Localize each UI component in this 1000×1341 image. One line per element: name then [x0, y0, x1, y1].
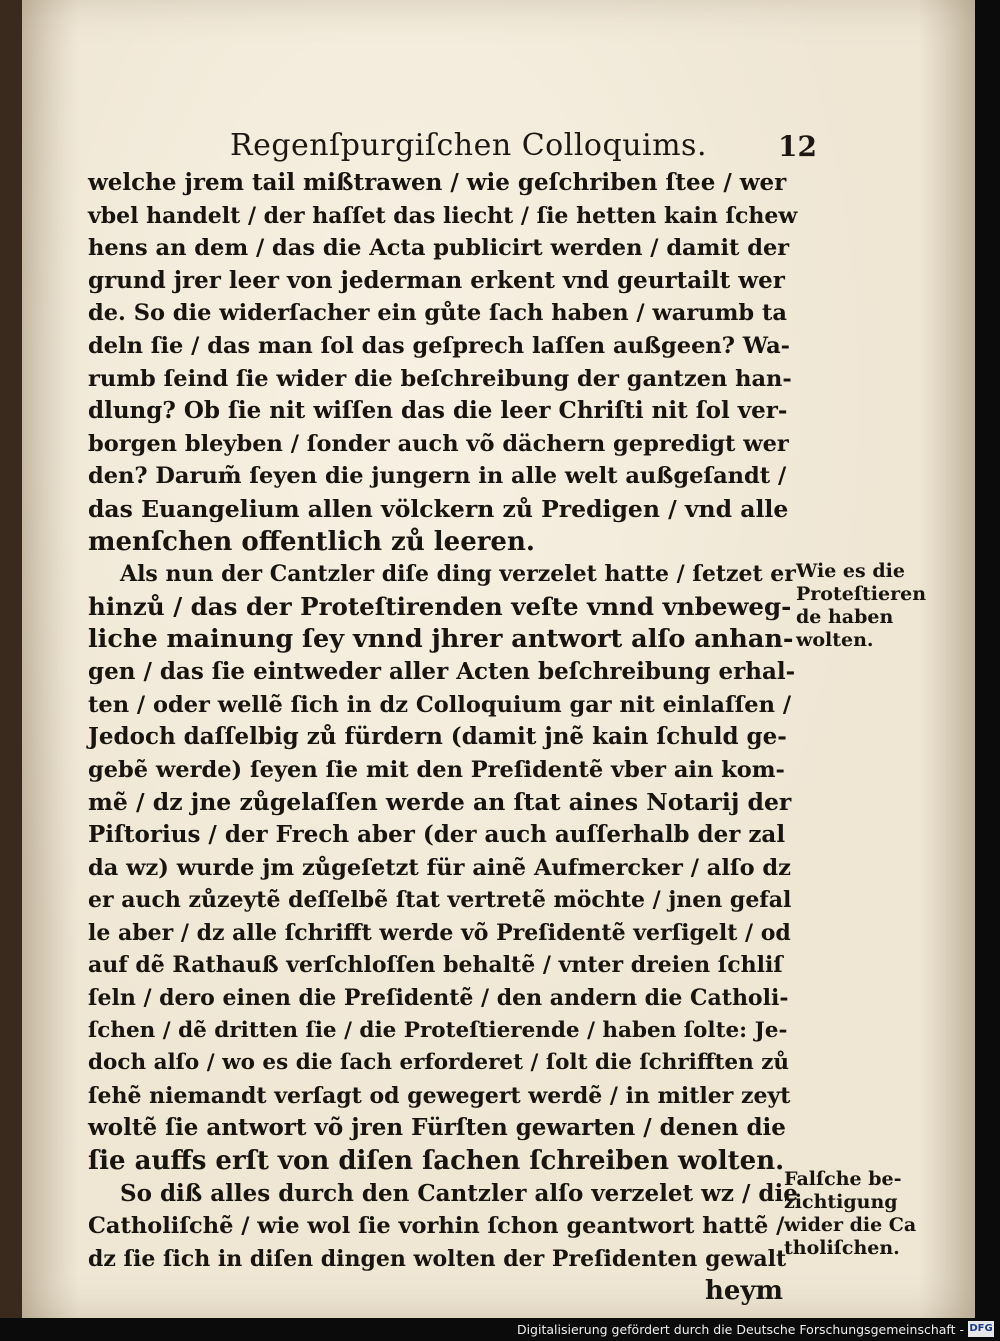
text-line: Jedoch daſſelbig zů fürdern (damit jnẽ kain ſchuld ge-	[88, 723, 787, 751]
text-line: ſchen / dẽ dritten ſie / die Proteſtierende / haben ſolte: Je-	[88, 1017, 788, 1043]
text-line: woltẽ ſie antwort võ jren Fürſten gewarten / denen die	[88, 1114, 786, 1142]
margin-note-line: Wie es die	[796, 560, 905, 582]
margin-note-line: de haben	[796, 606, 894, 628]
text-line: ten / oder wellẽ ſich in dz Colloquium gar nit einlaſſen /	[88, 691, 792, 718]
text-line: ſie auffs erſt von diſen ſachen ſchreiben wolten.	[88, 1146, 785, 1176]
digitization-footer	[0, 1318, 1000, 1341]
margin-note-line: wolten.	[796, 629, 874, 651]
text-line: rumb ſeind ſie wider die beſchreibung der gantzen han-	[88, 365, 792, 392]
text-line: heym	[705, 1276, 784, 1307]
text-line: borgen bleyben / ſonder auch võ dächern gepredigt wer	[88, 430, 789, 457]
text-line: auf dẽ Rathauß verſchloſſen behaltẽ / vnter dreien ſchliſ	[88, 952, 783, 979]
text-line: liche mainung ſey vnnd jhrer antwort alſo anhan-	[88, 624, 794, 655]
text-line: doch alſo / wo es die ſach erforderet / ſolt die ſchrifften zů	[88, 1050, 790, 1076]
text-line: hens an dem / das die Acta publicirt werden / damit der	[88, 235, 790, 262]
text-line: ſeln / dero einen die Preſidentẽ / den andern die Catholi-	[88, 985, 789, 1011]
text-line: Catholiſchẽ / wie wol ſie vorhin ſchon geantwort hattẽ /	[88, 1213, 785, 1240]
text-line: vbel handelt / der haſſet das liecht / ſie hetten kain ſchew	[88, 202, 798, 229]
text-line: deln ſie / das man ſol das geſprech laſſen außgeen? Wa-	[88, 333, 790, 359]
text-line: grund jrer leer von jederman erkent vnd geurtailt wer	[88, 266, 785, 294]
funding-credit: Digitalisierung gefördert durch die Deutsche Forschungsgemeinschaft -	[516, 1322, 964, 1337]
text-line: den? Darum̃ ſeyen die jungern in alle welt außgeſandt /	[88, 463, 787, 490]
text-line: gen / das ſie eintweder aller Acten beſchreibung erhal-	[88, 658, 796, 685]
text-line: mẽ / dz jne zůgelaſſen werde an ſtat aines Notarij der	[88, 788, 792, 817]
text-line: dlung? Ob ſie nit wiſſen das die leer Chriſti nit ſol ver-	[88, 397, 788, 425]
text-line: da wz) wurde jm zůgeſetzt für ainẽ Aufmercker / alſo dz	[88, 854, 791, 881]
text-line: dz ſie ſich in diſen dingen wolten der Preſidenten gewalt	[88, 1245, 787, 1272]
text-line: ſehẽ niemandt verſagt od gewegert werdẽ / in mitler zeyt	[88, 1082, 791, 1109]
margin-note-line: Proteſtieren	[796, 583, 927, 605]
text-line: menſchen offentlich zů leeren.	[88, 526, 535, 557]
text-line: de. So die widerſacher ein gůte ſach haben / warumb ta	[88, 300, 787, 327]
text-line: Als nun der Cantzler diſe ding verzelet hatte / ſetzet er	[120, 561, 796, 588]
text-line: hinzů / das der Proteſtirenden veſte vnnd vnbeweg-	[88, 591, 792, 621]
margin-note-line: Falſche be-	[784, 1168, 902, 1190]
page-number: 12	[778, 130, 817, 163]
book-binding-edge	[0, 0, 22, 1318]
dfg-logo: DFG	[968, 1321, 994, 1337]
text-line: welche jrem tail mißtrawen / wie geſchriben ſtee / wer	[88, 169, 787, 196]
running-title: Regenſpurgiſchen Colloquims.	[230, 128, 707, 163]
text-line: Piſtorius / der Frech aber (der auch auſſerhalb der zal	[88, 821, 786, 848]
text-line: gebẽ werde) ſeyen ſie mit den Preſidentẽ vber ain kom-	[88, 756, 785, 783]
text-line: So diß alles durch den Cantzler alſo verzelet wz / die	[120, 1179, 798, 1207]
book-page	[22, 0, 975, 1318]
text-line: das Euangelium allen völckern zů Predigen / vnd alle	[88, 495, 789, 523]
margin-note-line: tholiſchen.	[784, 1237, 900, 1259]
margin-note-line: zichtigung	[784, 1191, 898, 1213]
text-line: er auch zůzeytẽ deſſelbẽ ſtat vertretẽ möchte / jnen gefal	[88, 887, 792, 914]
text-line: le aber / dz alle ſchrifft werde võ Preſidentẽ verſigelt / od	[88, 919, 791, 946]
margin-note-line: wider die Ca	[784, 1214, 917, 1236]
